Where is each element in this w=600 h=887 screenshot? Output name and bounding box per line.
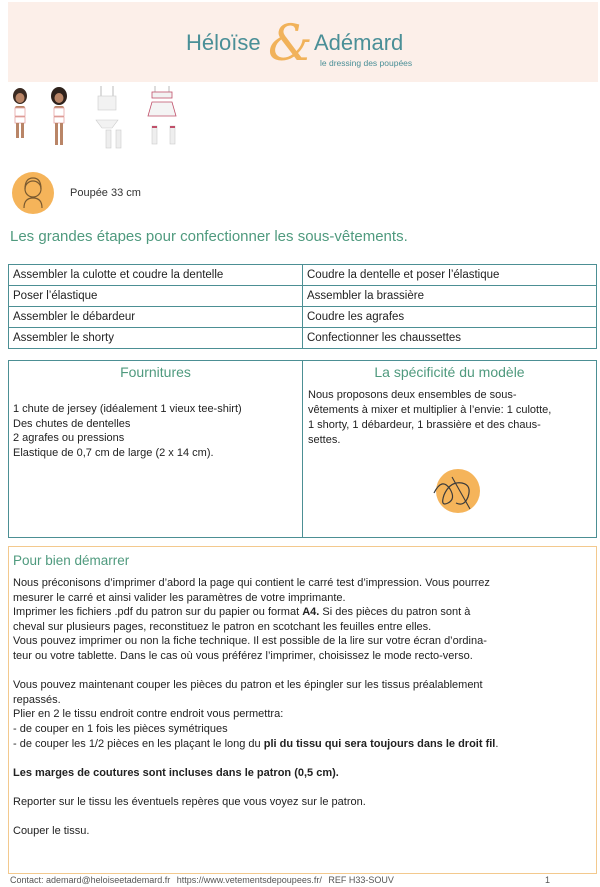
steps-title: Les grandes étapes pour confectionner les sous-vêtements.: [10, 228, 408, 245]
reference-code: REF H33-SOUV: [328, 875, 394, 885]
underwear-set-2-thumbnail: [146, 86, 186, 152]
doll-front-thumbnail: [8, 86, 32, 152]
step-cell: Assembler le débardeur: [9, 307, 303, 328]
getting-started-title: Pour bien démarrer: [13, 553, 130, 568]
list-item: 1 chute de jersey (idéalement 1 vieux tee-shirt): [13, 403, 242, 415]
contact-email-link[interactable]: Contact: ademard@heloiseetademard.fr: [10, 875, 171, 885]
underwear-set-1-thumbnail: [92, 86, 132, 152]
doll-side-thumbnail: [46, 86, 72, 152]
text-line: cheval sur plusieurs pages, reconstituez le patron en scotchant les feuilles entre elles.: [13, 620, 432, 633]
steps-table: [8, 264, 597, 349]
getting-started-body: [13, 576, 591, 839]
doll-icon: [12, 172, 54, 214]
page-number: 1: [545, 875, 551, 885]
step-cell: Coudre la dentelle et poser l’élastique: [303, 265, 597, 286]
text-line: mesurer le carré et ainsi valider les paramètres de votre imprimante.: [13, 591, 346, 604]
step-cell: Coudre les agrafes: [303, 307, 597, 328]
page-footer: [10, 875, 398, 885]
step-cell: Confectionner les chaussettes: [303, 328, 597, 349]
text-line: Nous proposons deux ensembles de sous-: [308, 389, 517, 401]
text-line: - de couper en 1 fois les pièces symétriques: [13, 722, 228, 735]
supplies-box: [8, 360, 303, 538]
text-line: Les marges de coutures sont incluses dans le patron (0,5 cm).: [13, 766, 339, 779]
text-line: 1 shorty, 1 débardeur, 1 brassière et des chaus-: [308, 419, 541, 431]
list-item: Elastique de 0,7 cm de large (2 x 14 cm).: [13, 446, 214, 459]
step-cell: Assembler la culotte et coudre la dentelle: [9, 265, 303, 286]
text-line: vêtements à mixer et multiplier à l’envie: 1 culotte,: [308, 404, 552, 416]
supplies-title: Fournitures: [120, 364, 191, 380]
getting-started-box: [8, 546, 597, 874]
supplies-list: [9, 402, 302, 460]
text-line: settes.: [308, 434, 341, 446]
specificity-box: [302, 360, 597, 538]
text-line: Vous pouvez imprimer ou non la fiche technique. Il est possible de la lire sur votre écran d’ordina-: [13, 635, 487, 648]
doll-size-label: Poupée 33 cm: [70, 187, 141, 199]
step-cell: Assembler le shorty: [9, 328, 303, 349]
brand-name-left: Héloïse: [186, 30, 261, 55]
text-line: teur ou votre tablette. Dans le cas où vous préférez l’imprimer, choisissez le mode recto-verso.: [13, 649, 473, 662]
header-band: [8, 2, 598, 82]
specificity-text: [303, 380, 596, 448]
text-line: Nous préconisons d’imprimer d’abord la page qui contient le carré test d’impression. Vous pourrez: [13, 577, 490, 589]
list-item: Des chutes de dentelles: [13, 417, 131, 430]
text-line: repassés.: [13, 693, 61, 706]
list-item: 2 agrafes ou pressions: [13, 432, 125, 444]
text-line: Couper le tissu.: [13, 825, 90, 838]
table-row: [9, 286, 597, 307]
text-line: Vous pouvez maintenant couper les pièces du patron et les épingler sur les tissus préalablement: [13, 679, 483, 692]
text-line: Reporter sur le tissu les éventuels repères que vous voyez sur le patron.: [13, 795, 366, 808]
brand-ampersand: &: [268, 14, 313, 72]
table-row: [9, 265, 597, 286]
brand-name-right: Adémard: [314, 30, 404, 55]
text-line: - de couper les 1/2 pièces en les plaçant le long du pli du tissu qui sera toujours dans le droit fil.: [13, 737, 499, 750]
brand-logo: [186, 14, 446, 76]
website-link[interactable]: https://www.vetementsdepoupees.fr/: [176, 875, 322, 885]
text-line: Plier en 2 le tissu endroit contre endroit vous permettra:: [13, 708, 284, 721]
needle-thread-icon: [428, 463, 484, 519]
step-cell: Poser l’élastique: [9, 286, 303, 307]
specificity-title: La spécificité du modèle: [374, 364, 525, 380]
table-row: [9, 307, 597, 328]
table-row: [9, 328, 597, 349]
step-cell: Assembler la brassière: [303, 286, 597, 307]
brand-tagline: le dressing des poupées: [320, 58, 413, 68]
text-line: Imprimer les fichiers .pdf du patron sur du papier ou format A4. Si des pièces du patron sont à: [13, 606, 471, 619]
